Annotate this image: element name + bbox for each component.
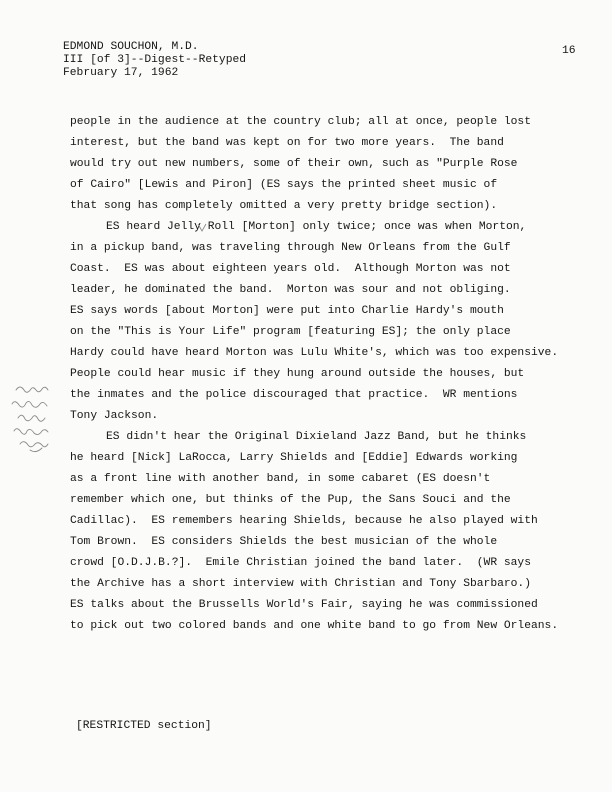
text-line: Hardy could have heard Morton was Lulu White's, which was too expensive. [70,347,559,359]
text-line: the Archive has a short interview with Christian and Tony Sbarbaro.) [70,578,531,590]
text-line: crowd [O.D.J.B.?]. Emile Christian joined the band later. (WR says [70,557,531,569]
header-date: February 17, 1962 [63,67,179,80]
text-line: people in the audience at the country club; all at once, people lost [70,116,531,128]
text-line: ES talks about the Brussells World's Fair, saying he was commissioned [70,599,538,611]
handwritten-scribble-icon [6,378,76,458]
text-line: as a front line with another band, in some cabaret (ES doesn't [70,473,491,485]
text-line: remember which one, but thinks of the Pup, the Sans Souci and the [70,494,511,506]
text-line: that song has completely omitted a very pretty bridge section). [70,200,498,212]
text-line: would try out new numbers, some of their own, such as "Purple Rose [70,158,518,170]
text-line: Tom Brown. ES considers Shields the best musician of the whole [70,536,498,548]
text-line: Tony Jackson. [70,410,159,422]
text-line: Cadillac). ES remembers hearing Shields, because he also played with [70,515,538,527]
text-line: on the "This is Your Life" program [featuring ES]; the only place [70,326,511,338]
paragraph-start-line: ES didn't hear the Original Dixieland Jazz Band, but he thinks [106,431,527,443]
page-number: 16 [562,45,576,57]
caret-mark-icon [197,222,207,232]
text-line: he heard [Nick] LaRocca, Larry Shields and [Eddie] Edwards working [70,452,518,464]
text-line: interest, but the band was kept on for two more years. The band [70,137,504,149]
text-line: of Cairo" [Lewis and Piron] (ES says the printed sheet music of [70,179,498,191]
header-subtitle: III [of 3]--Digest--Retyped [63,54,247,67]
text-line: to pick out two colored bands and one white band to go from New Orleans. [70,620,559,632]
text-line: Coast. ES was about eighteen years old. Although Morton was not [70,263,511,275]
text-line: People could hear music if they hung around outside the houses, but [70,368,525,380]
paragraph-start-line: ES heard Jelly Roll [Morton] only twice; once was when Morton, [106,221,527,233]
text-line: ES says words [about Morton] were put into Charlie Hardy's mouth [70,305,504,317]
restricted-note: [RESTRICTED section] [76,720,212,732]
body-text [70,112,600,637]
header-author: EDMOND SOUCHON, M.D. [63,41,199,53]
text-line: in a pickup band, was traveling through New Orleans from the Gulf [70,242,511,254]
text-line: leader, he dominated the band. Morton was sour and not obliging. [70,284,511,296]
document-header [63,41,246,81]
text-line: the inmates and the police discouraged that practice. WR mentions [70,389,518,401]
